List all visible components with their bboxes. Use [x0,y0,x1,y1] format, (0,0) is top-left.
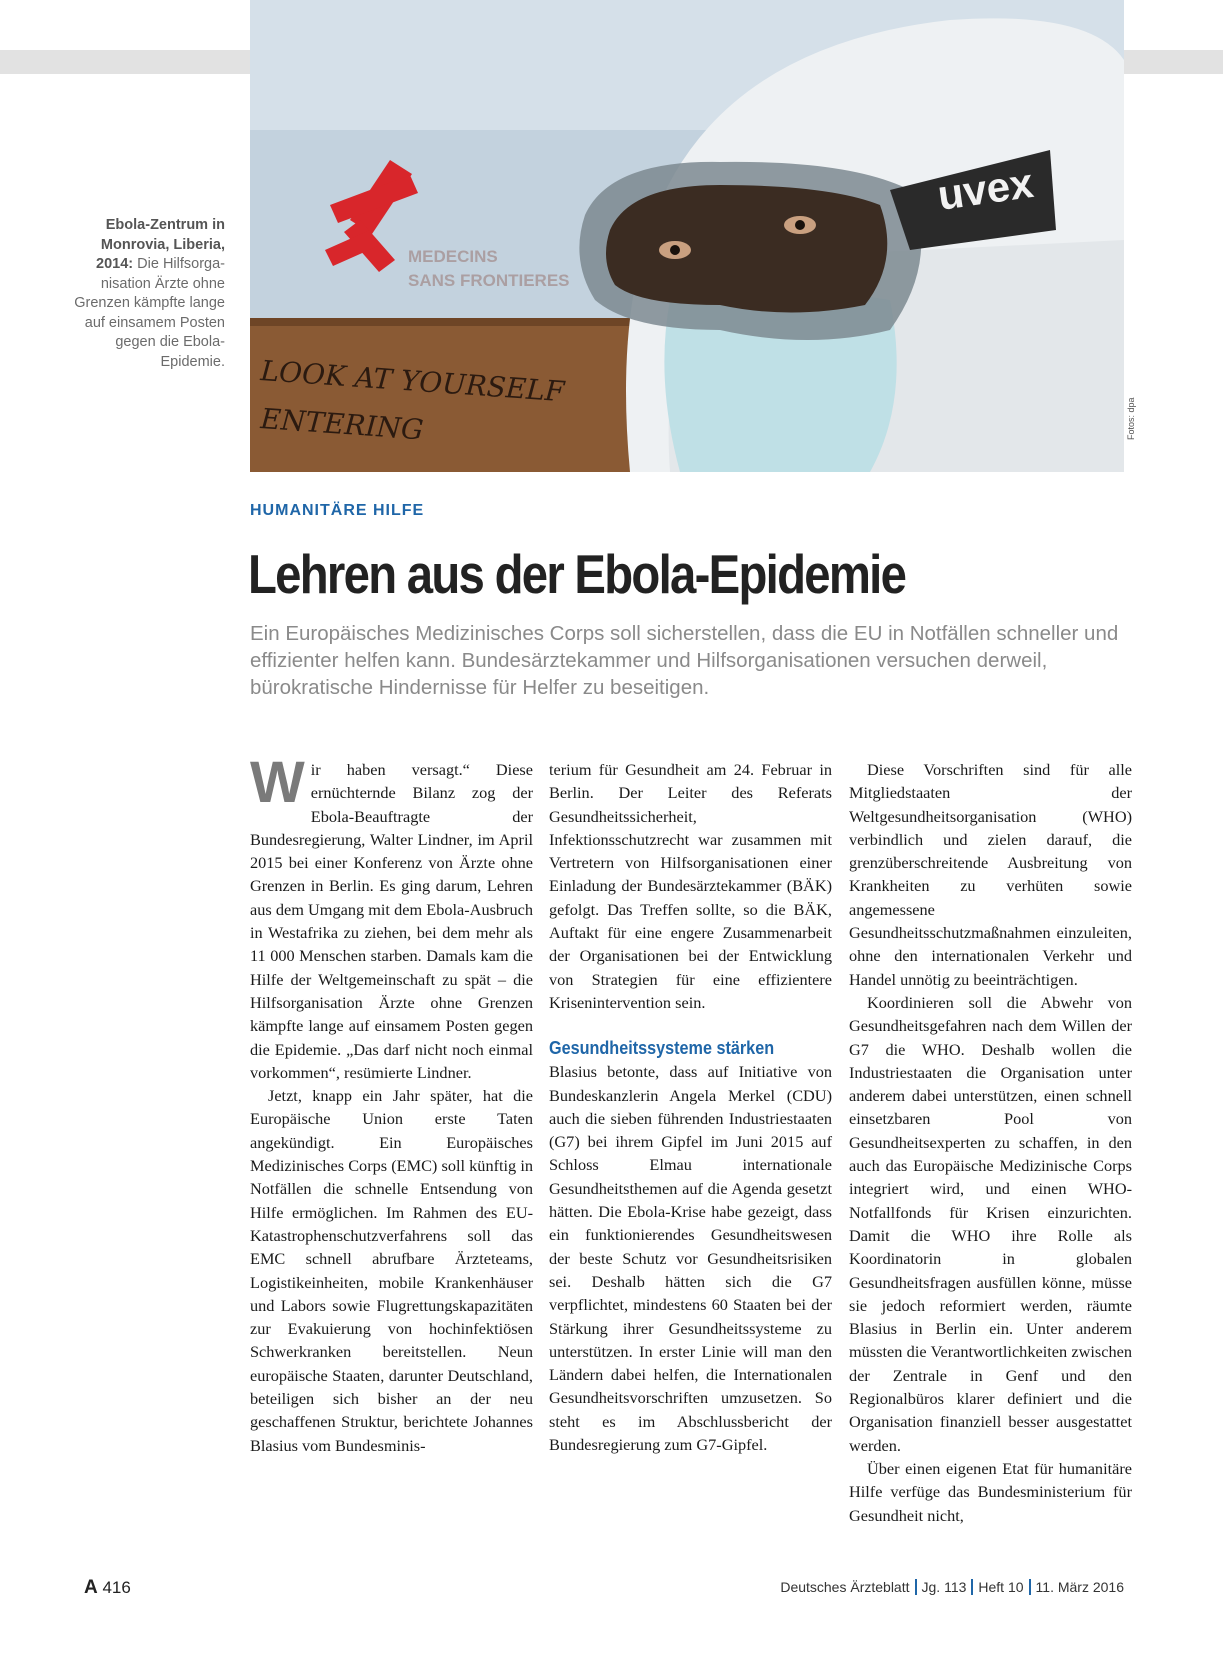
journal-name: Deutsches Ärzteblatt [780,1579,910,1595]
article-column-3 [849,758,1132,1527]
paragraph: Diese Vorschriften sind für alle Mitgliedstaaten der Weltgesundheitsorganisation (WHO) verbindlich und zielen darauf, die grenzüberschreitende Ausbreitung von Krankheiten zu verhüten sowie angemessene Gesundheitsschutzmaßnahmen einzuleiten, ohne den internationalen Verkehr und Handel unnötig zu beeinträchtigen. [849,760,1132,989]
footer-separator [971,1579,973,1595]
article-column-1 [250,750,533,1457]
page-prefix: A [84,1577,98,1598]
paragraph: Jetzt, knapp ein Jahr später, hat die Europäische Union erste Taten angekündigt. Ein Europäisches Medizinisches Corps (EMC) soll künftig in Notfällen die schnelle Entsendung von Hilfe ermöglichen. Im Rahmen des EU-Katastrophenschutzverfahrens soll das EMC schnell abrufbare Ärzteteams, Logistikeinheiten, mobile Krankenhäuser und Labors sowie Flugrettungskapazitäten zur Evakuierung von hochinfektiösen Schwerkranken bereitstellen. Neun europäische Staaten, darunter Deutschland, beteiligen sich bisher an der neu geschaffenen Struktur, berichtete Johannes Blasius vom Bundesminis- [250,1086,533,1455]
journal-volume: Jg. 113 [921,1579,967,1595]
paragraph: Blasius betonte, dass auf Initiative von Bundeskanzlerin Angela Merkel (CDU) auch die sieben führenden Industriestaaten (G7) bei ihrem Gipfel im Juni 2015 auf Schloss Elmau internationale Gesundheitsthemen auf die Agenda gesetzt hätten. Die Ebola-Krise habe gezeigt, dass ein funktionierendes Gesundheitswesen der beste Schutz vor Gesundheitsrisiken sei. Deshalb hätten sich die G7 verpflichtet, mindestens 60 Staaten bei der Stärkung ihrer Gesundheitssysteme zu unterstützen. In erster Linie will man den Ländern dabei helfen, die Internationalen Gesundheitsvorschriften umzusetzen. So steht es im Abschlussbericht der Bundesregierung zum G7-Gipfel. [549,1062,832,1455]
paragraph: Über einen eigenen Etat für humanitäre Hilfe verfüge das Bundesministerium für Gesundheit nicht, [849,1458,1132,1525]
journal-issue: Heft 10 [978,1579,1024,1595]
subheading: Gesundheitssysteme stärken [549,1038,775,1059]
msf-sign-text-2: SANS FRONTIERES [408,271,570,290]
drop-cap: W [250,750,305,815]
caption-bold: Ebola-Zentrum in Monrovia, Liberia, 2014: [96,217,225,272]
article-headline: Lehren aus der Ebola-Epidemie [248,543,906,605]
board-text-1: LOOK AT YOURSELF [259,354,566,409]
footer-separator [915,1579,917,1595]
section-kicker: HUMANITÄRE HILFE [250,502,425,519]
page-number-value: 416 [102,1578,131,1597]
photo-caption [60,216,225,372]
article-column-2 [549,758,832,1456]
page-number [84,1577,131,1599]
msf-sign-text-1: MEDECINS [408,247,498,266]
goggle-brand-label: uvex [934,159,1037,219]
footer-separator [1029,1579,1031,1595]
journal-date: 11. März 2016 [1035,1579,1124,1595]
paragraph: Koordinieren soll die Abwehr von Gesundheitsgefahren nach dem Willen der G7 die WHO. Deshalb wollen die Industriestaaten die Organisation unter anderem dabei unterstützen, einen schnell einsetzbaren Pool von Gesundheitsexperten zu schaffen, in den auch das Europäische Medizinische Corps integriert wird, und einen WHO-Notfallfonds für Krisen einzurichten. Damit die WHO ihre Rolle als Koordinatorin in globalen Gesundheitsfragen ausfüllen könne, müsse sie jedoch reformiert werden, räumte Blasius in Berlin ein. Unter anderem müssten die Verantwortlichkeiten zwischen der Zentrale in Genf und den Regionalbüros klarer definiert und die Organisation finanziell besser ausgestattet werden. [849,992,1132,1455]
board-text-2: ENTERING [259,402,425,447]
paragraph: terium für Gesundheit am 24. Februar in Berlin. Der Leiter des Referats Gesundheitssicherheit, Infektionsschutzrecht war zusammen mit Vertretern von Hilfsorganisationen einer Einladung der Bundesärztekammer (BÄK) gefolgt. Das Treffen sollte, so die BÄK, Auftakt für eine engere Zusammenarbeit der Organisationen bei der Entwicklung von Strategien für eine effizientere Krisenintervention sein. [549,760,832,1012]
paragraph: ir haben versagt.“ Diese ernüchternde Bilanz zog der Ebola-Beauftragte der Bundesregierung, Walter Lindner, im April 2015 bei einer Konferenz von Ärzte ohne Grenzen in Berlin. Es ging darum, Lehren aus dem Umgang mit dem Ebola-Ausbruch in Westafrika zu ziehen, bei dem mehr als 11 000 Menschen starben. Damals kam die Hilfe der Weltgemeinschaft zu spät – die Hilfsorganisation Ärzte ohne Grenzen kämpfte lange auf einsamem Posten gegen die Epidemie. „Das darf nicht noch einmal vorkommen“, resümierte Lindner. [250,760,533,1082]
ebola-photo [250,0,1124,472]
photo-credit: Fotos: dpa [1126,397,1136,440]
journal-footer [780,1579,1124,1595]
caption-text: Die Hilfsorganisation Ärzte ohne Grenzen kämpfte lange auf einsamem Posten gegen die Ebola-Epidemie. [74,256,225,370]
article-lead: Ein Europäisches Medizinisches Corps soll sicherstellen, dass die EU in Notfällen schneller und effizienter helfen kann. Bundesärztekammer und Hilfsorganisationen versuchen derweil, bürokratische Hindernisse für Helfer zu beseitigen. [250,622,1119,699]
